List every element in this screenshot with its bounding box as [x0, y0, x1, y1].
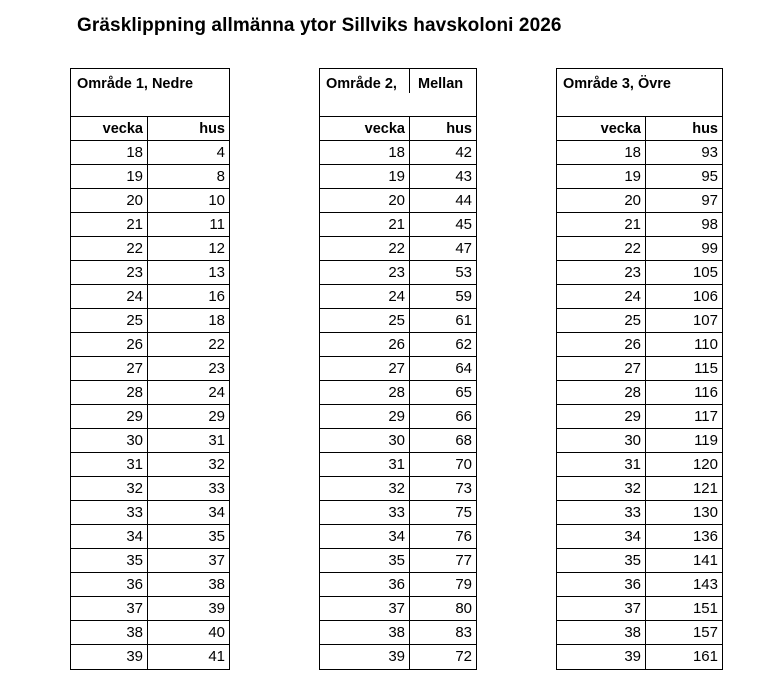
- week-cell: 27: [320, 357, 410, 380]
- table-row: [320, 477, 476, 501]
- table-area-1: [70, 68, 230, 670]
- house-cell: 119: [694, 432, 718, 449]
- week-cell: 23: [557, 261, 646, 284]
- house-cell: 11: [209, 216, 225, 233]
- house-cell: 40: [208, 624, 225, 641]
- table-row: [320, 189, 476, 213]
- column-header-row: [557, 117, 722, 141]
- table-row: [557, 645, 722, 669]
- table-row: [71, 189, 229, 213]
- column-header-row: [71, 117, 229, 141]
- week-cell: 30: [557, 429, 646, 452]
- house-cell: 97: [701, 192, 718, 209]
- house-cell: 130: [692, 504, 718, 521]
- house-cell: 151: [692, 600, 718, 617]
- week-cell: 34: [320, 525, 410, 548]
- table-row: [320, 645, 476, 669]
- house-cell: 117: [694, 408, 718, 425]
- house-cell: 31: [208, 432, 225, 449]
- table-row: [320, 453, 476, 477]
- table-row: [557, 405, 722, 429]
- table-header: [557, 69, 722, 117]
- document-title: Gräsklippning allmänna ytor Sillviks havskoloni 2026: [77, 15, 562, 36]
- table-row: [320, 573, 476, 597]
- table-row: [320, 429, 476, 453]
- table-row: [71, 405, 229, 429]
- table-area-2: [319, 68, 477, 670]
- house-cell: 143: [692, 576, 718, 593]
- week-cell: 38: [320, 621, 410, 644]
- table-row: [557, 621, 722, 645]
- house-cell: 10: [208, 192, 225, 209]
- week-cell: 38: [71, 621, 148, 644]
- week-cell: 18: [320, 141, 410, 164]
- house-cell: 77: [455, 552, 472, 569]
- house-cell: 61: [455, 312, 472, 329]
- week-cell: 32: [71, 477, 148, 500]
- house-cell: 121: [692, 480, 718, 497]
- house-cell: 68: [455, 432, 472, 449]
- column-header-vecka: vecka: [320, 117, 410, 140]
- table-row: [557, 501, 722, 525]
- house-cell: 79: [455, 576, 472, 593]
- table-row: [71, 597, 229, 621]
- week-cell: 21: [320, 213, 410, 236]
- table-header: [320, 69, 476, 117]
- week-cell: 27: [557, 357, 646, 380]
- house-cell: 72: [455, 648, 472, 665]
- table-row: [557, 333, 722, 357]
- week-cell: 36: [71, 573, 148, 596]
- week-cell: 36: [320, 573, 410, 596]
- area-label: Område 1, Nedre: [77, 76, 194, 92]
- house-cell: 22: [208, 336, 225, 353]
- house-cell: 110: [694, 336, 718, 353]
- house-cell: 99: [701, 240, 718, 257]
- house-cell: 64: [455, 360, 472, 377]
- table-row: [320, 501, 476, 525]
- house-cell: 161: [692, 648, 718, 665]
- week-cell: 31: [320, 453, 410, 476]
- week-cell: 39: [320, 645, 410, 669]
- table-row: [320, 309, 476, 333]
- house-cell: 136: [692, 528, 718, 545]
- table-row: [557, 597, 722, 621]
- table-row: [71, 381, 229, 405]
- house-cell: 65: [455, 384, 472, 401]
- table-row: [557, 453, 722, 477]
- house-cell: 93: [701, 144, 718, 161]
- table-body: [557, 117, 722, 669]
- week-cell: 20: [71, 189, 148, 212]
- table-row: [557, 309, 722, 333]
- week-cell: 34: [557, 525, 646, 548]
- table-row: [557, 237, 722, 261]
- week-cell: 21: [557, 213, 646, 236]
- house-cell: 45: [455, 216, 472, 233]
- table-body: [320, 117, 476, 669]
- table-row: [71, 237, 229, 261]
- house-cell: 34: [208, 504, 225, 521]
- week-cell: 20: [557, 189, 646, 212]
- week-cell: 26: [557, 333, 646, 356]
- table-row: [71, 645, 229, 669]
- column-header-hus: hus: [199, 121, 225, 137]
- table-row: [320, 381, 476, 405]
- week-cell: 35: [71, 549, 148, 572]
- week-cell: 38: [557, 621, 646, 644]
- table-header: [71, 69, 229, 117]
- table-row: [320, 213, 476, 237]
- table-row: [557, 381, 722, 405]
- week-cell: 18: [557, 141, 646, 164]
- table-row: [320, 141, 476, 165]
- house-cell: 43: [455, 168, 472, 185]
- table-row: [71, 501, 229, 525]
- week-cell: 22: [71, 237, 148, 260]
- week-cell: 19: [71, 165, 148, 188]
- house-cell: 44: [455, 192, 472, 209]
- table-row: [557, 189, 722, 213]
- house-cell: 29: [208, 408, 225, 425]
- house-cell: 53: [455, 264, 472, 281]
- house-cell: 47: [455, 240, 472, 257]
- house-cell: 24: [208, 384, 225, 401]
- table-row: [320, 405, 476, 429]
- house-cell: 33: [208, 480, 225, 497]
- table-row: [71, 573, 229, 597]
- column-header-hus: hus: [446, 121, 472, 137]
- week-cell: 28: [557, 381, 646, 404]
- table-row: [71, 309, 229, 333]
- house-cell: 80: [455, 600, 472, 617]
- week-cell: 22: [320, 237, 410, 260]
- week-cell: 30: [71, 429, 148, 452]
- column-header-hus: hus: [692, 121, 718, 137]
- table-row: [557, 285, 722, 309]
- week-cell: 30: [320, 429, 410, 452]
- table-area-3: [556, 68, 723, 670]
- week-cell: 36: [557, 573, 646, 596]
- table-body: [71, 117, 229, 669]
- table-row: [71, 477, 229, 501]
- column-header-row: [320, 117, 476, 141]
- house-cell: 41: [208, 648, 225, 665]
- week-cell: 33: [557, 501, 646, 524]
- table-row: [320, 285, 476, 309]
- house-cell: 83: [455, 624, 472, 641]
- house-cell: 107: [692, 312, 718, 329]
- house-cell: 59: [455, 288, 472, 305]
- week-cell: 27: [71, 357, 148, 380]
- week-cell: 19: [320, 165, 410, 188]
- house-cell: 141: [692, 552, 718, 569]
- table-row: [71, 429, 229, 453]
- week-cell: 32: [557, 477, 646, 500]
- table-row: [557, 261, 722, 285]
- house-cell: 120: [692, 456, 718, 473]
- table-row: [71, 141, 229, 165]
- week-cell: 18: [71, 141, 148, 164]
- week-cell: 24: [320, 285, 410, 308]
- house-cell: 76: [455, 528, 472, 545]
- week-cell: 33: [71, 501, 148, 524]
- week-cell: 26: [71, 333, 148, 356]
- table-row: [557, 573, 722, 597]
- week-cell: 35: [557, 549, 646, 572]
- table-row: [557, 165, 722, 189]
- week-cell: 29: [71, 405, 148, 428]
- table-row: [71, 357, 229, 381]
- table-row: [557, 549, 722, 573]
- table-row: [557, 525, 722, 549]
- table-row: [71, 525, 229, 549]
- week-cell: 31: [71, 453, 148, 476]
- area-label: Område 2,: [326, 76, 397, 92]
- house-cell: 62: [455, 336, 472, 353]
- week-cell: 34: [71, 525, 148, 548]
- column-header-vecka: vecka: [557, 117, 646, 140]
- week-cell: 28: [71, 381, 148, 404]
- house-cell: 18: [208, 312, 225, 329]
- column-header-vecka: vecka: [71, 117, 148, 140]
- table-row: [71, 621, 229, 645]
- week-cell: 33: [320, 501, 410, 524]
- table-row: [557, 213, 722, 237]
- area-label-suffix: Mellan: [418, 76, 464, 92]
- house-cell: 12: [208, 240, 225, 257]
- house-cell: 116: [694, 384, 718, 401]
- table-row: [557, 141, 722, 165]
- house-cell: 106: [692, 288, 718, 305]
- week-cell: 25: [320, 309, 410, 332]
- house-cell: 32: [208, 456, 225, 473]
- week-cell: 31: [557, 453, 646, 476]
- week-cell: 35: [320, 549, 410, 572]
- table-row: [71, 213, 229, 237]
- table-row: [557, 477, 722, 501]
- table-row: [320, 597, 476, 621]
- week-cell: 39: [71, 645, 148, 669]
- table-row: [320, 333, 476, 357]
- week-cell: 25: [71, 309, 148, 332]
- week-cell: 37: [71, 597, 148, 620]
- week-cell: 37: [557, 597, 646, 620]
- area-label: Område 3, Övre: [563, 76, 671, 92]
- house-cell: 75: [455, 504, 472, 521]
- table-row: [320, 165, 476, 189]
- week-cell: 32: [320, 477, 410, 500]
- house-cell: 105: [692, 264, 718, 281]
- week-cell: 26: [320, 333, 410, 356]
- week-cell: 25: [557, 309, 646, 332]
- week-cell: 19: [557, 165, 646, 188]
- week-cell: 29: [557, 405, 646, 428]
- house-cell: 37: [208, 552, 225, 569]
- table-row: [71, 333, 229, 357]
- table-row: [71, 285, 229, 309]
- house-cell: 16: [208, 288, 225, 305]
- week-cell: 37: [320, 597, 410, 620]
- header-divider: [409, 69, 410, 93]
- week-cell: 23: [71, 261, 148, 284]
- house-cell: 98: [701, 216, 718, 233]
- house-cell: 95: [701, 168, 718, 185]
- table-row: [320, 237, 476, 261]
- table-row: [71, 453, 229, 477]
- week-cell: 23: [320, 261, 410, 284]
- table-row: [557, 357, 722, 381]
- table-row: [71, 261, 229, 285]
- house-cell: 70: [455, 456, 472, 473]
- week-cell: 24: [557, 285, 646, 308]
- table-row: [71, 165, 229, 189]
- house-cell: 66: [455, 408, 472, 425]
- house-cell: 38: [208, 576, 225, 593]
- house-cell: 39: [208, 600, 225, 617]
- table-row: [71, 549, 229, 573]
- table-row: [557, 429, 722, 453]
- house-cell: 73: [455, 480, 472, 497]
- table-row: [320, 549, 476, 573]
- week-cell: 39: [557, 645, 646, 669]
- house-cell: 157: [692, 624, 718, 641]
- week-cell: 29: [320, 405, 410, 428]
- house-cell: 115: [694, 360, 718, 377]
- week-cell: 20: [320, 189, 410, 212]
- house-cell: 35: [208, 528, 225, 545]
- house-cell: 8: [216, 168, 225, 185]
- week-cell: 21: [71, 213, 148, 236]
- house-cell: 13: [208, 264, 225, 281]
- house-cell: 4: [216, 144, 225, 161]
- table-row: [320, 621, 476, 645]
- house-cell: 23: [208, 360, 225, 377]
- table-row: [320, 525, 476, 549]
- week-cell: 22: [557, 237, 646, 260]
- week-cell: 28: [320, 381, 410, 404]
- table-row: [320, 261, 476, 285]
- house-cell: 42: [455, 144, 472, 161]
- week-cell: 24: [71, 285, 148, 308]
- table-row: [320, 357, 476, 381]
